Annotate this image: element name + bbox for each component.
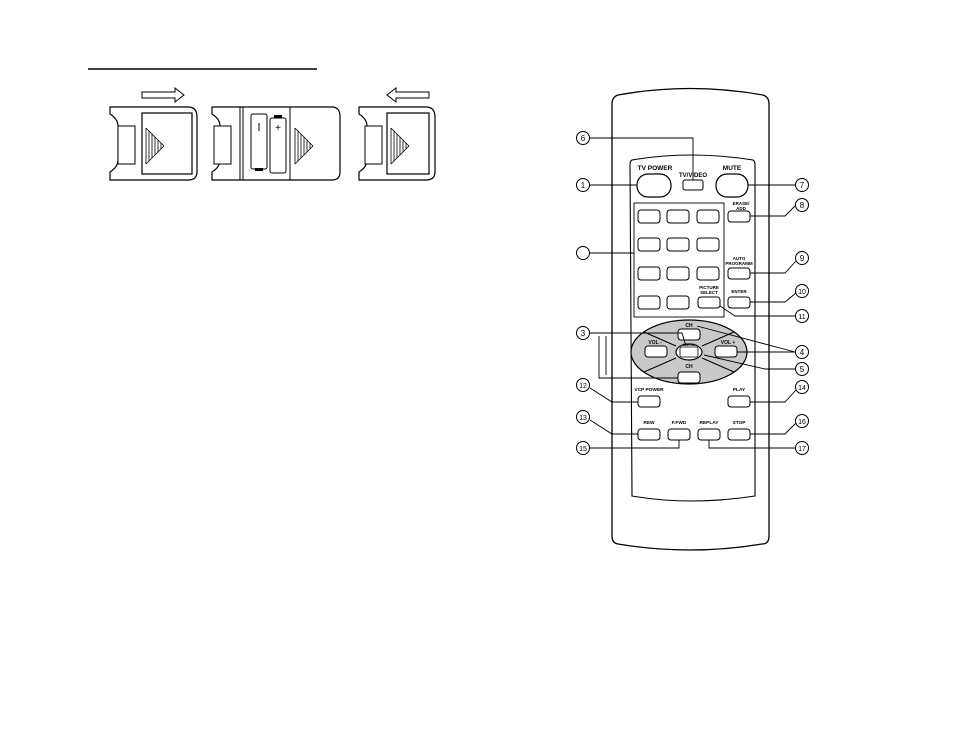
- battery-window: [214, 126, 231, 164]
- auto-program-button[interactable]: [728, 268, 750, 279]
- auto-program-label: AUTO PROGRAMM: [725, 256, 753, 266]
- battery-plus-label: +: [275, 123, 281, 134]
- erase-add-label: ERASE/ ADD: [732, 201, 750, 211]
- battery-step-3: [359, 88, 435, 180]
- battery-step-2: [212, 107, 340, 180]
- mute-button[interactable]: [716, 174, 748, 197]
- ch-down-button[interactable]: [678, 372, 700, 383]
- menu-inner: [680, 347, 698, 357]
- direction-pad: [631, 320, 747, 384]
- battery-cover: [387, 113, 429, 174]
- battery-cover: [142, 113, 192, 174]
- enter-button[interactable]: [728, 297, 750, 308]
- svg-text:6: 6: [580, 134, 586, 143]
- svg-text:9: 9: [799, 254, 805, 263]
- remote-control: [612, 89, 769, 551]
- replay-button[interactable]: [698, 429, 720, 440]
- vol-minus-label: VOL -: [648, 340, 662, 346]
- stop-button[interactable]: [728, 429, 750, 440]
- callout-2: [577, 247, 590, 260]
- battery-window: [118, 126, 135, 164]
- svg-text:4: 4: [799, 348, 805, 357]
- tv-video-button[interactable]: [683, 180, 703, 190]
- replay-label: REPLAY: [699, 421, 719, 426]
- mute-label: MUTE: [722, 165, 742, 172]
- svg-text:15: 15: [579, 446, 587, 453]
- callout-1: [577, 179, 590, 192]
- picture-select-button[interactable]: [698, 297, 720, 308]
- callout-5: [796, 363, 809, 376]
- number-key[interactable]: [697, 210, 719, 223]
- rew-label: REW: [643, 421, 655, 426]
- vcp-power-label: VCP POWER: [634, 388, 664, 393]
- menu-label: MENU: [683, 342, 695, 347]
- number-key[interactable]: [667, 210, 689, 223]
- svg-text:1: 1: [580, 181, 586, 190]
- callout-8: [796, 199, 809, 212]
- callout-6: [577, 132, 590, 145]
- callout-10: [796, 285, 809, 298]
- battery-step-1: [110, 88, 197, 180]
- number-key[interactable]: [638, 296, 660, 309]
- callout-17: [796, 442, 809, 455]
- number-key[interactable]: [697, 267, 719, 280]
- svg-text:13: 13: [579, 415, 587, 422]
- callout-14: [796, 381, 809, 394]
- erase-add-button[interactable]: [728, 211, 750, 222]
- callout-9: [796, 252, 809, 265]
- svg-text:8: 8: [799, 201, 805, 210]
- number-key[interactable]: [638, 210, 660, 223]
- svg-text:7: 7: [799, 181, 805, 190]
- callout-13: [577, 411, 590, 424]
- callout-3: [577, 327, 590, 340]
- rew-button[interactable]: [638, 429, 660, 440]
- play-button[interactable]: [728, 396, 750, 407]
- battery-terminal: [255, 168, 263, 171]
- slide-right-arrow-icon: [142, 88, 184, 102]
- svg-text:11: 11: [798, 314, 806, 321]
- tv-video-label: TV/VIDEO: [678, 173, 708, 179]
- ch-up-label: CH: [685, 323, 693, 329]
- stop-label: STOP: [732, 421, 746, 426]
- picture-select-label: PICTURE SELECT: [699, 285, 719, 295]
- svg-text:5: 5: [799, 365, 805, 374]
- ch-up-button[interactable]: [678, 329, 700, 340]
- svg-text:12: 12: [579, 383, 587, 390]
- callout-4: [796, 346, 809, 359]
- enter-label: ENTER: [731, 289, 747, 294]
- callout-11: [796, 310, 809, 323]
- vcp-power-button[interactable]: [638, 396, 660, 407]
- svg-text:3: 3: [580, 329, 586, 338]
- f-fwd-label: F.FWD: [671, 421, 687, 426]
- svg-text:10: 10: [798, 289, 806, 296]
- callout-7: [796, 179, 809, 192]
- number-key[interactable]: [638, 267, 660, 280]
- battery-terminal: [274, 115, 282, 118]
- svg-text:14: 14: [798, 385, 806, 392]
- tv-power-button[interactable]: [637, 174, 671, 197]
- callout-12: [577, 379, 590, 392]
- number-key[interactable]: [638, 238, 660, 251]
- play-label: PLAY: [732, 388, 746, 393]
- slide-left-arrow-icon: [387, 88, 429, 102]
- number-key[interactable]: [667, 238, 689, 251]
- f-fwd-button[interactable]: [668, 429, 690, 440]
- battery-icon: [251, 114, 267, 169]
- svg-text:17: 17: [798, 446, 806, 453]
- callout-15: [577, 442, 590, 455]
- tv-power-label: TV POWER: [637, 165, 673, 172]
- number-key[interactable]: [667, 267, 689, 280]
- svg-text:16: 16: [798, 419, 806, 426]
- battery-window: [365, 126, 382, 164]
- vol-plus-button[interactable]: [715, 346, 737, 357]
- number-key[interactable]: [697, 238, 719, 251]
- number-key[interactable]: [667, 296, 689, 309]
- callout-16: [796, 415, 809, 428]
- vol-minus-button[interactable]: [645, 346, 667, 357]
- ch-down-label: CH: [685, 364, 693, 370]
- vol-plus-label: VOL +: [720, 340, 736, 346]
